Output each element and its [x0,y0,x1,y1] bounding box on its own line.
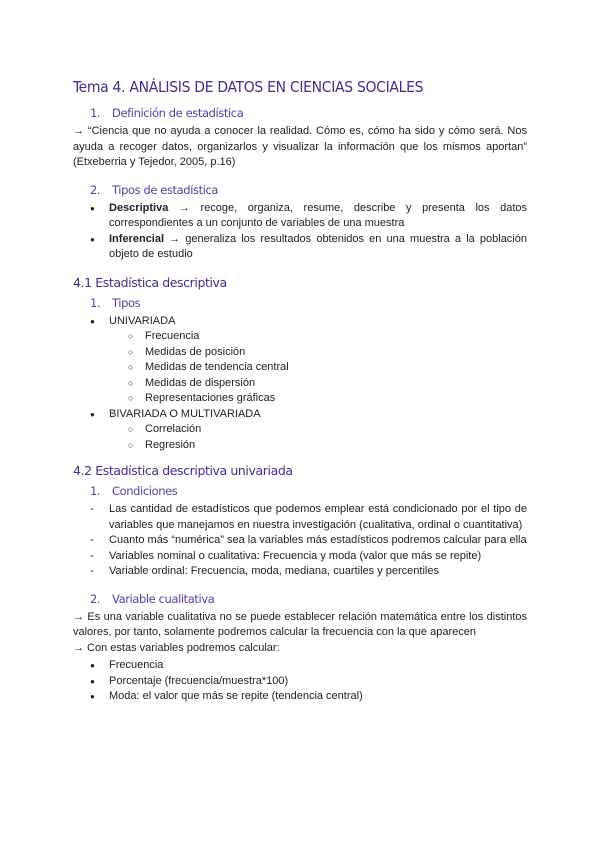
list-item: - Las cantidad de estadísticos que podemos emplear está condicionado por el tipo de variables que manejamos en nuestra investigación (cualitativa, ordinal o cuantitativa) [73,502,527,533]
list-item: ● UNIVARIADA ○ Frecuencia ○ Medidas de posición ○ Medidas de tendencia central ○ Medidas de dispersión ○ Representaciones gráficas [73,314,527,407]
cualitativa-list [73,658,527,705]
tipos-list [73,201,527,263]
tipos-descriptiva-list [73,314,527,454]
list-item: ○ Medidas de tendencia central [73,360,527,376]
page-title: Tema 4. ANÁLISIS DE DATOS EN CIENCIAS SOCIALES [73,78,424,96]
cualitativa-text-2: → Con estas variables podremos calcular: [73,641,280,654]
list-item: ● Moda: el valor que más se repite (tendencia central) [73,689,527,705]
heading-condiciones: 1. Condiciones [90,484,178,498]
list-item: ○ Correlación [73,422,527,438]
list-item: - Cuanto más “numérica” sea la variables más estadísticos podremos calcular para ella [73,533,527,549]
list-item: ○ Medidas de posición [73,345,527,361]
list-item: ● Frecuencia [73,658,527,674]
list-item: ● Porcentaje (frecuencia/muestra*100) [73,674,527,690]
list-item: ○ Representaciones gráficas [73,391,527,407]
definicion-text: → “Ciencia que no ayuda a conocer la realidad. Cómo es, cómo ha sido y cómo será. Nos ayuda a recoger datos, organizarlos y visualizar la información que los mismos aportan” (Etxeberria y Tejedor, 2005, p.16) [73,125,527,168]
heading-4-2: 4.2 Estadística descriptiva univariada [73,463,293,478]
list-item: ● BIVARIADA O MULTIVARIADA ○ Correlación ○ Regresión [73,407,527,454]
condiciones-list [73,502,527,580]
list-item: ○ Frecuencia [73,329,527,345]
list-item: - Variables nominal o cualitativa: Frecuencia y moda (valor que más se repite) [73,549,527,565]
list-item: - Variable ordinal: Frecuencia, moda, mediana, cuartiles y percentiles [73,564,527,580]
list-item: ○ Medidas de dispersión [73,376,527,392]
list-item: ● Descriptiva → recoge, organiza, resume, describe y presenta los datos correspondientes a un conjunto de variables de una muestra [73,201,527,232]
cualitativa-text: → Es una variable cualitativa no se puede establecer relación matemática entre los distintos valores, por tanto, solamente podremos calcular la frecuencia con la que aparecen [73,610,527,638]
heading-variable-cualitativa: 2. Variable cualitativa [90,591,215,606]
list-item: ○ Regresión [73,438,527,454]
list-item: ● Inferencial → generaliza los resultados obtenidos en una muestra a la población objeto de estudio [73,232,527,263]
heading-tipos: 1. Tipos [90,295,141,310]
heading-tipos-estadistica: 2. Tipos de estadística [90,182,219,197]
heading-4-1: 4.1 Estadística descriptiva [73,274,227,290]
heading-definicion: 1. Definición de estadística [90,106,244,120]
